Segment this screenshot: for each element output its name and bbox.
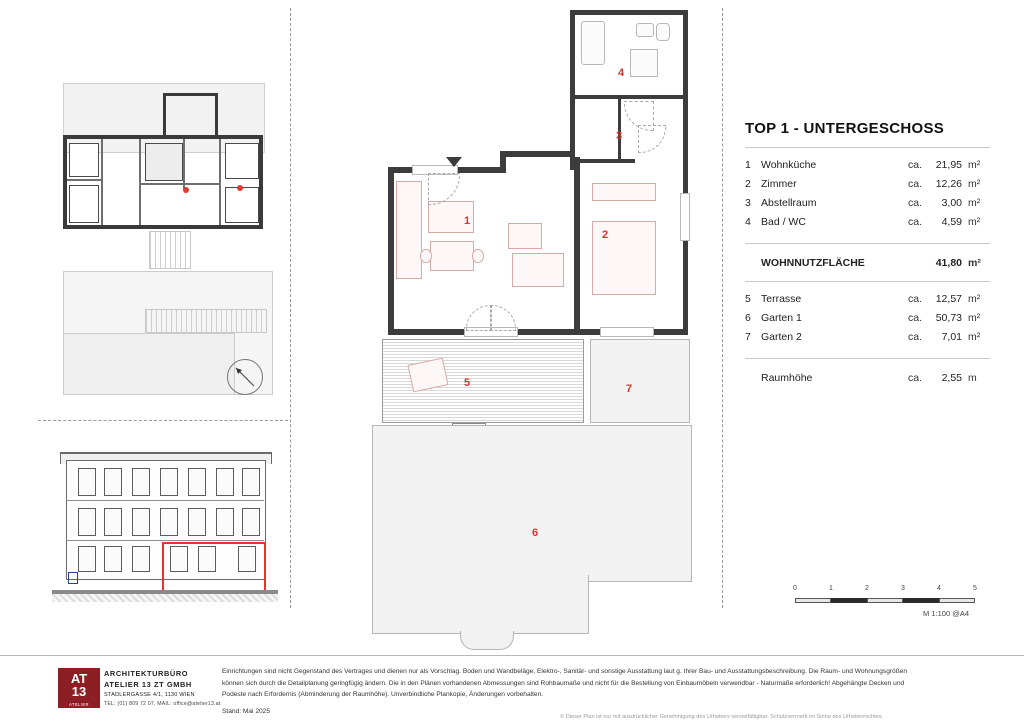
legal-disclaimer: Einrichtungen sind nicht Gegenstand des Vertrages und dienen nur als Vorschlag. Boden und Wandbeläge, Elektro-, Sanitär- und sonstige Ausstattung laut g. Ihrer Bau- und Ausstattungsbeschreibung. Die Raum- und Wohnungsgrößen können sich durch die Detailplanung geringfügig ändern. Die in den Plänen vorhandenen Abmessungen sind Rohbaumaße und nicht für die Bestellung von Einbaumöbeln verwendbar - Naturmaße erforderlich! Abgehängte Decken und Podeste nach Erfordernis (Abminderung der Raumhöhe). Unverbindliche Plankopie, Änderungen vorbehalten. <box>222 668 908 699</box>
legend-sum-unit: m² <box>968 257 981 269</box>
scale-segment <box>795 598 831 603</box>
elevation-window <box>160 508 178 536</box>
legend-area-value: 12,26 <box>935 177 962 190</box>
legend-area-value: 3,00 <box>941 196 962 209</box>
legend-height-unit: m <box>968 372 977 384</box>
fp-sink <box>636 23 654 37</box>
table-row <box>745 308 990 327</box>
site-stair-hatch <box>149 231 191 269</box>
legend-index: 1 <box>745 158 751 171</box>
north-arrow <box>227 359 263 395</box>
legend-height-spacer <box>745 366 761 388</box>
legend-room-name: Terrasse <box>761 292 802 305</box>
fp-wardrobe <box>592 183 656 201</box>
elevation-window <box>104 468 122 496</box>
table-row <box>745 155 990 174</box>
legend-rule-mid <box>745 243 990 244</box>
elevation-window <box>216 468 234 496</box>
fp-kitchen-counter <box>396 181 422 279</box>
site-partition-3 <box>183 139 185 189</box>
site-location-marker-2 <box>183 187 189 193</box>
elevation-window <box>132 546 150 572</box>
scale-caption: M 1:100 @A4 <box>923 609 969 618</box>
scale-segment <box>867 598 903 603</box>
elevation-window <box>132 468 150 496</box>
site-room-a <box>69 143 99 177</box>
legend-ca: ca. <box>907 330 922 343</box>
legend-room-name: Garten 2 <box>761 330 802 343</box>
scale-tick: 1 <box>829 585 833 592</box>
elevation-band-2 <box>66 540 264 541</box>
legend-index: 6 <box>745 311 751 324</box>
site-room-d <box>225 187 259 223</box>
fp-garden-1 <box>372 425 692 582</box>
legend-area-unit: m² <box>968 311 981 324</box>
table-row <box>745 366 990 388</box>
legend-area-value: 4,59 <box>941 215 962 228</box>
fp-garden-2 <box>590 339 690 423</box>
office-line-1: ARCHITEKTURBÜRO <box>104 669 189 678</box>
legend-index: 5 <box>745 292 751 305</box>
legend-index: 7 <box>745 330 751 343</box>
site-room-b <box>69 185 99 223</box>
legend-ca: ca. <box>907 158 922 171</box>
legend-panel <box>745 120 990 388</box>
site-garden-lower <box>63 333 235 395</box>
scale-bar-graphic <box>795 598 975 604</box>
elevation-window <box>216 508 234 536</box>
site-partition-5 <box>141 183 219 185</box>
site-wall-right <box>259 135 263 229</box>
site-annex-right <box>215 93 218 137</box>
legend-sum-value: 41,80 <box>935 257 962 269</box>
legend-sum-spacer <box>745 251 761 275</box>
legend-room-name: Garten 1 <box>761 311 802 324</box>
divider-left-mid <box>38 420 288 421</box>
logo-subtext: ATELIER <box>69 702 89 707</box>
office-line-2: ATELIER 13 ZT GMBH <box>104 680 192 690</box>
scale-segment <box>903 598 939 603</box>
legend-area-unit: m² <box>968 215 981 228</box>
legend-area-unit: m² <box>968 177 981 190</box>
legend-index: 2 <box>745 177 751 190</box>
fp-wall-between-rooms <box>574 157 580 329</box>
table-row <box>745 212 990 231</box>
fp-coffee-table <box>508 223 542 249</box>
room-number-7: 7 <box>626 383 633 395</box>
legend-index: 4 <box>745 215 751 228</box>
site-partition-6 <box>67 179 101 181</box>
legend-ca: ca. <box>907 215 922 228</box>
legend-area-unit: m² <box>968 330 981 343</box>
legend-ca: ca. <box>907 196 922 209</box>
site-unit-highlight <box>145 143 183 181</box>
fp-wc <box>656 23 670 41</box>
fp-bathtub <box>581 21 605 65</box>
room-number-3: 3 <box>616 130 623 142</box>
legend-height-table <box>745 366 990 388</box>
scale-segment <box>831 598 867 603</box>
legend-ca: ca. <box>907 292 922 305</box>
table-row <box>745 193 990 212</box>
legend-rule-outdoor <box>745 281 990 282</box>
legend-room-name: Wohnküche <box>761 158 817 171</box>
elevation-window <box>78 508 96 536</box>
room-number-5: 5 <box>464 377 471 389</box>
divider-right <box>722 8 723 608</box>
site-annex-left <box>163 93 166 137</box>
legend-room-name: Zimmer <box>761 177 797 190</box>
elevation-window <box>104 508 122 536</box>
site-room-c <box>225 143 259 179</box>
scale-tick: 3 <box>901 585 905 592</box>
architect-logo <box>58 668 100 708</box>
legend-sum-table <box>745 251 990 275</box>
fp-wall-main-top-b <box>500 151 575 157</box>
site-garden-hatch <box>145 309 267 333</box>
office-line-4: TEL: (01) 809 72 07, MAIL: office@atelier13.at <box>104 700 221 707</box>
building-elevation <box>52 442 278 602</box>
table-row <box>745 174 990 193</box>
elevation-window <box>188 508 206 536</box>
legend-rule-height <box>745 358 990 359</box>
legend-sum-ca <box>896 251 922 275</box>
legend-area-value: 12,57 <box>935 292 962 305</box>
room-number-2: 2 <box>602 229 609 241</box>
site-partition-1 <box>101 139 103 225</box>
divider-left <box>290 8 291 608</box>
elevation-window <box>104 546 122 572</box>
legend-sum-label: WOHNNUTZFLÄCHE <box>761 257 865 269</box>
site-location-marker <box>237 185 243 191</box>
elevation-window <box>132 508 150 536</box>
legend-area-value: 21,95 <box>935 158 962 171</box>
fp-sofa <box>512 253 564 287</box>
room-number-1: 1 <box>464 215 471 227</box>
fp-dining-table <box>430 241 474 271</box>
legend-area-unit: m² <box>968 158 981 171</box>
fp-window-bottom-2 <box>600 327 654 337</box>
legend-area-value: 7,01 <box>941 330 962 343</box>
legend-room-name: Bad / WC <box>761 215 806 228</box>
fp-wall-upper-right <box>683 10 688 335</box>
table-row <box>745 251 990 275</box>
legend-outdoor-table <box>745 289 990 346</box>
legend-height-label: Raumhöhe <box>761 372 813 384</box>
scale-tick: 5 <box>973 585 977 592</box>
site-wall-left <box>63 135 67 229</box>
site-partition-2 <box>139 139 141 225</box>
north-arrow-icon <box>232 364 258 390</box>
unit-highlight-box <box>162 542 266 592</box>
legend-area-unit: m² <box>968 292 981 305</box>
legend-area-value: 50,73 <box>935 311 962 324</box>
legend-room-table <box>745 155 990 231</box>
elevation-window <box>160 468 178 496</box>
elevation-terrain <box>52 594 278 602</box>
site-overview-plan <box>55 75 270 405</box>
fp-chair-b <box>472 249 484 263</box>
elevation-window <box>188 468 206 496</box>
copyright-notice: © Dieser Plan ist nur mit ausdrücklicher Genehmigung des Urhebers vervielfältigbar. Schutzvermerk im Sinne des Urheberrechtes. <box>560 714 884 720</box>
legend-rule-top <box>745 147 990 148</box>
scale-tick-labels <box>795 585 975 597</box>
legend-area-unit: m² <box>968 196 981 209</box>
table-row <box>745 289 990 308</box>
fp-window-right <box>680 193 690 241</box>
scale-tick: 4 <box>937 585 941 592</box>
logo-line-1: AT <box>70 671 88 686</box>
fp-wall-abstell-left <box>618 99 621 159</box>
sheet-footer <box>0 655 1024 724</box>
site-partition-4 <box>219 139 221 225</box>
page-title: TOP 1 - UNTERGESCHOSS <box>745 120 945 137</box>
elevation-window <box>242 508 260 536</box>
fp-garden-1-extension <box>372 575 589 634</box>
logo-line-2: 13 <box>71 684 87 699</box>
room-number-6: 6 <box>532 527 539 539</box>
site-annex-top <box>163 93 218 96</box>
office-line-3: STADLERGASSE 4/1, 1130 WIEN <box>104 691 195 698</box>
legend-index: 3 <box>745 196 751 209</box>
scale-bar <box>795 585 975 618</box>
fp-shower <box>630 49 658 77</box>
scale-tick: 0 <box>793 585 797 592</box>
scale-tick: 2 <box>865 585 869 592</box>
legend-ca: ca. <box>907 311 922 324</box>
elevation-band-1 <box>66 500 264 501</box>
legend-height-value: 2,55 <box>941 372 962 384</box>
legend-room-name: Abstellraum <box>761 196 817 209</box>
room-number-4: 4 <box>618 67 625 79</box>
architect-office-info <box>104 668 222 708</box>
elevation-blue-marker <box>68 572 78 584</box>
elevation-window <box>78 468 96 496</box>
fp-wall-abstell-bottom <box>575 159 635 163</box>
plan-date: Stand: Mai 2025 <box>222 708 271 715</box>
fp-garden-1-bay <box>460 631 514 650</box>
legend-height-ca: ca. <box>907 372 922 384</box>
legend-ca: ca. <box>907 177 922 190</box>
elevation-window <box>242 468 260 496</box>
elevation-window <box>78 546 96 572</box>
site-wall-bottom <box>63 225 263 229</box>
scale-segment <box>939 598 975 603</box>
fp-chair-a <box>420 249 432 263</box>
table-row <box>745 327 990 346</box>
unit-floor-plan <box>300 5 710 655</box>
